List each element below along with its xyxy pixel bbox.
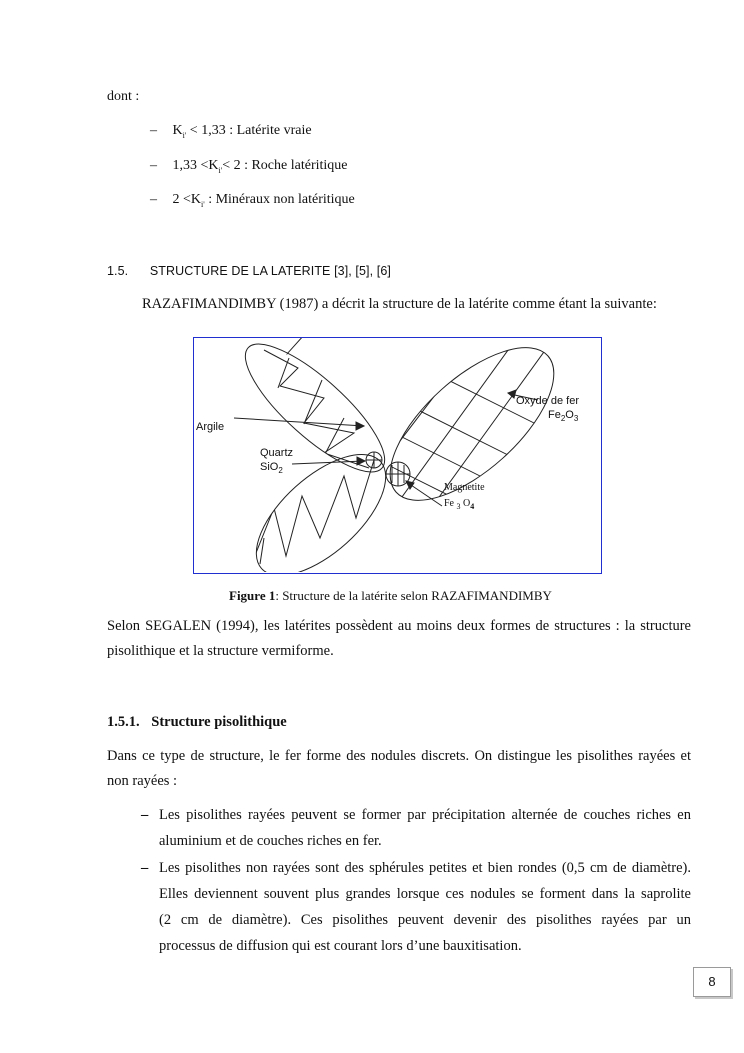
section-title: STRUCTURE DE LA LATERITE [3], [5], [6] [149,264,391,278]
ki-text: < 2 : Roche latéritique [222,158,348,173]
label-oxyde-de-fer: Oxyde de fer [516,395,579,407]
sio2-text: SiO [260,461,279,473]
label-sio2 [260,461,283,475]
figure-caption [229,588,552,604]
bullet-1-line-2: aluminium et de couches riches en fer. [159,833,382,849]
fe2o3-sub2: 3 [573,414,579,424]
dash-bullet: – [141,860,149,876]
caption-label: Figure 1 [229,588,276,603]
label-fe2o3 [548,409,578,423]
dash-bullet: – [150,158,157,173]
label-magnetite: Magnetite [444,482,485,493]
caption-text: : Structure de la latérite selon RAZAFIMANDIMBY [275,588,552,603]
fe2o3-sub1: 2 [560,414,566,424]
fe3o4-sub: 3 [456,502,461,511]
label-argile: Argile [196,421,225,433]
page-number: 8 [693,967,731,997]
section-heading-1-5 [107,264,391,278]
section-title: Structure pisolithique [151,714,287,730]
bullet-2-line-2: Elles deviennent souvent plus grandes lorsque ces nodules se forment dans la saprolite [159,886,691,902]
label-fe3o4 [444,498,474,511]
fe3o4-fe: Fe [444,498,454,509]
argile-arrow [234,418,364,430]
bullet-2-line-3: (2 cm de diamètre). Ces pisolithes peuvent devenir des pisolithes rayées par un [159,912,691,928]
quartz-circle [366,452,382,468]
lower-lamellae [256,460,374,564]
dash-bullet: – [141,807,149,823]
laterite-structure-diagram [194,338,600,572]
sio2-subscript: 2 [278,466,283,476]
segalen-line-1: Selon SEGALEN (1994), les latérites possèdent au moins deux formes de structures : la structure [107,618,691,634]
fe2o3-fe: Fe [548,409,561,421]
intro-paragraph: RAZAFIMANDIMBY (1987) a décrit la structure de la latérite comme étant la suivante: [142,296,657,312]
section-number: 1.5.1. [107,714,140,730]
segalen-line-2: pisolithique et la structure vermiforme. [107,643,334,659]
magnetite-arrow [406,481,442,506]
fe3o4-o: O [463,498,471,509]
intro-dont: dont : [107,89,140,104]
ki-text-pre: 2 <K [172,192,202,207]
type-line-2: non rayées : [107,773,178,789]
ki-symbol: K [172,123,183,138]
ki-subscript: i' [201,199,205,209]
dash-bullet: – [150,123,157,138]
fe3o4-sub2: 4 [470,502,475,511]
bullet-2-line-4: processus de diffusion qui est courant lors d’une bauxitisation. [159,938,522,954]
ki-text: < 1,33 : Latérite vraie [186,123,312,138]
ki-list-item-1 [150,123,312,140]
section-heading-1-5-1 [107,714,287,731]
ki-subscript: i' [218,165,223,175]
bullet-2-line-1: Les pisolithes non rayées sont des sphérules petites et bien rondes (0,5 cm de diamètre). [159,860,691,876]
ki-list-item-2 [150,158,348,175]
ki-subscript: i' [182,130,187,140]
ki-list-item-3 [150,192,355,209]
type-line-1: Dans ce type de structure, le fer forme des nodules discrets. On distingue les pisolithes rayées et [107,748,691,764]
figure-1-frame [193,337,602,574]
ki-text-pre: 1,33 <K [172,158,219,173]
bullet-1-line-1: Les pisolithes rayées peuvent se former par précipitation alternée de couches riches en [159,807,691,823]
label-quartz: Quartz [260,447,294,459]
argile-ellipse [195,338,436,528]
dash-bullet: – [150,192,157,207]
ki-text: : Minéraux non latéritique [204,192,355,207]
section-number: 1.5. [107,264,129,278]
fe2o3-o: O [565,409,574,421]
